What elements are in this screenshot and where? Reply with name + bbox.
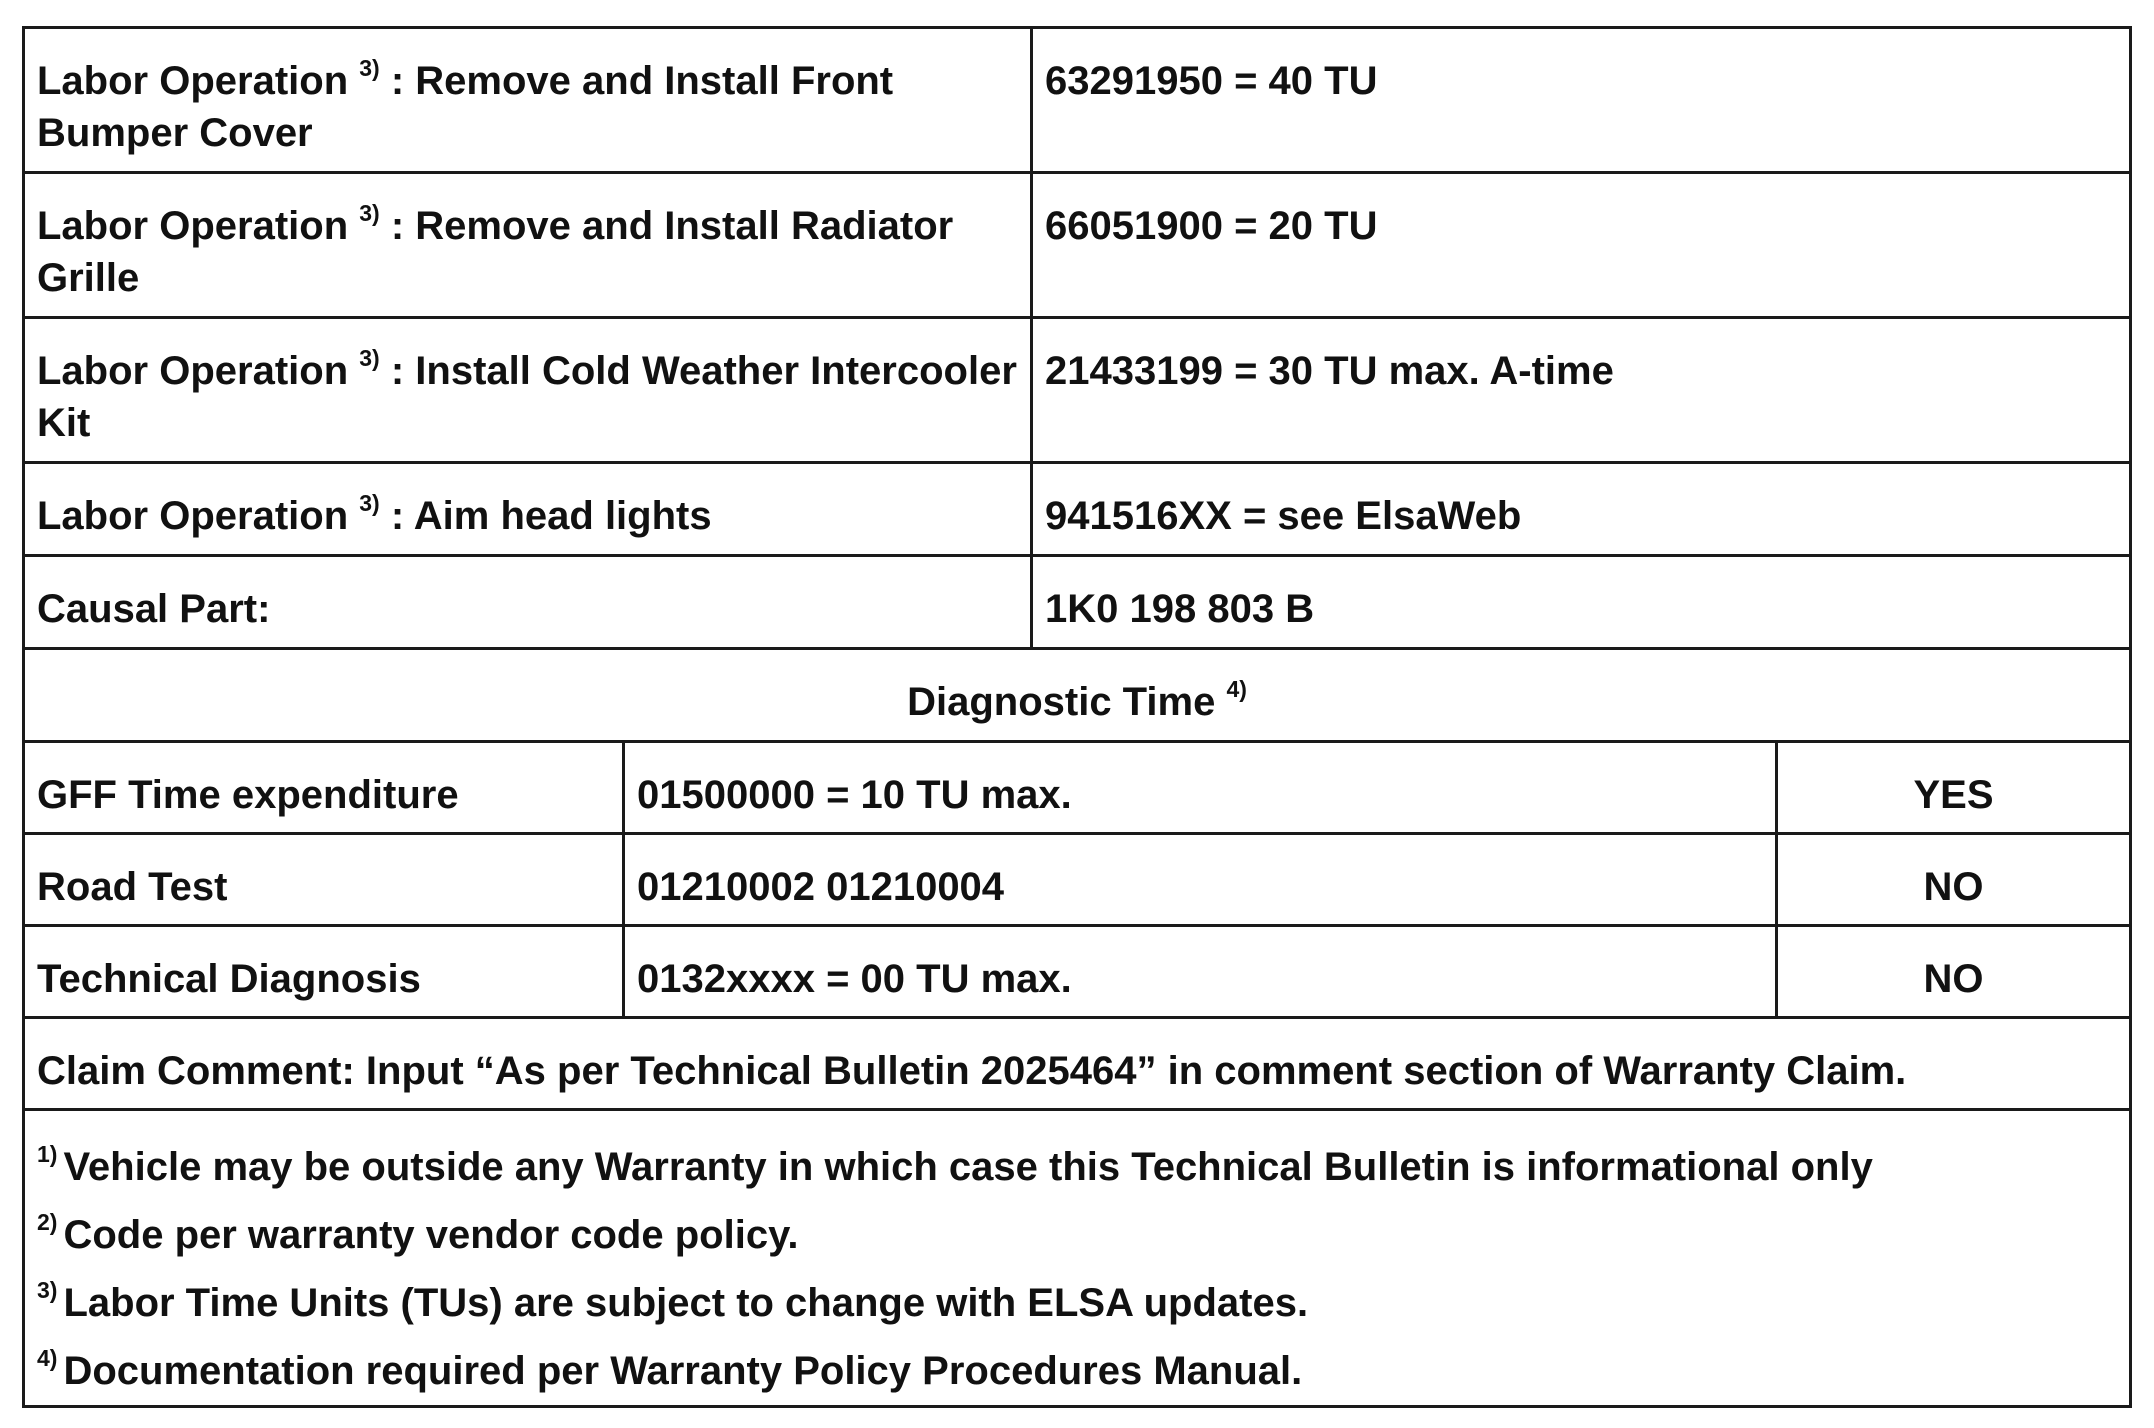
labor-operation-label: Labor Operation: [37, 494, 349, 538]
labor-code-value: 941516XX = see ElsaWeb: [1045, 494, 1522, 538]
labor-row: [25, 319, 2129, 464]
labor-row: [25, 464, 2129, 557]
diagnostic-row: [25, 743, 2129, 835]
footnote-ref: 3): [359, 344, 380, 371]
labor-operation-cell: [25, 319, 1030, 461]
footnote-mark: 3): [37, 1276, 58, 1303]
causal-part-value: 1K0 198 803 B: [1030, 557, 2129, 647]
footnote-ref: 3): [359, 199, 380, 226]
claim-comment: Claim Comment: Input “As per Technical Bulletin 2025464” in comment section of Warranty Claim.: [37, 1049, 1907, 1093]
footnote-item: [37, 1209, 2117, 1277]
labor-operation-cell: [25, 174, 1030, 316]
footnote-text: Documentation required per Warranty Policy Procedures Manual.: [63, 1349, 1303, 1393]
diagnostic-row: [25, 835, 2129, 927]
labor-row: [25, 174, 2129, 319]
labor-code-cell: [1030, 464, 2129, 554]
footnote-mark: 4): [37, 1344, 58, 1371]
labor-operation-label: Labor Operation: [37, 349, 349, 393]
diagnostic-code: 0132xxxx = 00 TU max.: [622, 927, 1775, 1016]
footnote-ref: 3): [359, 489, 380, 516]
footnotes: [25, 1111, 2129, 1413]
diagnostic-time-title-cell: [25, 650, 2129, 740]
labor-operation-cell: [25, 464, 1030, 554]
footnote-item: [37, 1277, 2117, 1345]
labor-code-cell: [1030, 319, 2129, 461]
footnote-text: Code per warranty vendor code policy.: [63, 1213, 799, 1257]
diagnostic-code: 01210002 01210004: [622, 835, 1775, 924]
labor-code-value: 63291950 = 40 TU: [1045, 59, 1378, 103]
labor-operation-label: Labor Operation: [37, 59, 349, 103]
diagnostic-time-title: Diagnostic Time: [907, 680, 1216, 724]
labor-code-cell: [1030, 29, 2129, 171]
diagnostic-name: GFF Time expenditure: [37, 773, 459, 817]
labor-operation-cell: [25, 29, 1030, 171]
diagnostic-time-header: [25, 650, 2129, 743]
diagnostic-name: Technical Diagnosis: [37, 957, 421, 1001]
footnote-mark: 1): [37, 1140, 58, 1167]
labor-operation-label: Labor Operation: [37, 204, 349, 248]
footnote-ref: 3): [359, 54, 380, 81]
diagnostic-row: [25, 927, 2129, 1019]
labor-code-cell: [1030, 174, 2129, 316]
causal-part-label: Causal Part:: [37, 587, 271, 631]
labor-row: [25, 29, 2129, 174]
diagnostic-status: NO: [1775, 927, 2129, 1016]
diagnostic-status: NO: [1775, 835, 2129, 924]
footnote-item: [37, 1345, 2117, 1413]
labor-code-value: 21433199 = 30 TU max. A-time: [1045, 349, 1614, 393]
footnote-mark: 2): [37, 1208, 58, 1235]
diagnostic-name: Road Test: [37, 865, 228, 909]
labor-operation-desc: : Remove and Install Front Bumper Cover: [37, 59, 894, 155]
causal-part-row: [25, 557, 2129, 650]
footnote-ref: 4): [1226, 675, 1247, 702]
diagnostic-status: YES: [1775, 743, 2129, 832]
labor-operation-desc: : Install Cold Weather Intercooler Kit: [37, 349, 1017, 445]
labor-operation-desc: : Remove and Install Radiator Grille: [37, 204, 954, 300]
claim-comment-row: [25, 1019, 2129, 1111]
warranty-labor-table: [22, 26, 2132, 1408]
footnote-text: Labor Time Units (TUs) are subject to change with ELSA updates.: [63, 1281, 1309, 1325]
labor-operation-desc: : Aim head lights: [390, 494, 712, 538]
footnote-item: [37, 1141, 2117, 1209]
footnote-text: Vehicle may be outside any Warranty in which case this Technical Bulletin is informational only: [63, 1145, 1873, 1189]
diagnostic-code: 01500000 = 10 TU max.: [622, 743, 1775, 832]
labor-code-value: 66051900 = 20 TU: [1045, 204, 1378, 248]
